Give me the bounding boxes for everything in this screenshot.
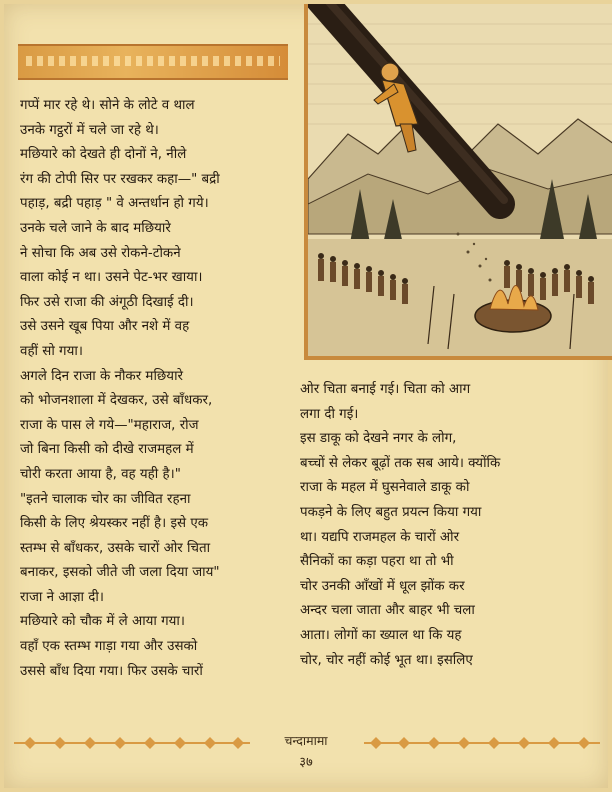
text-line: लगा दी गई। bbox=[300, 406, 359, 422]
text-line: वहीं सो गया। bbox=[20, 343, 83, 359]
text-line: पकड़ने के लिए बहुत प्रयत्न किया गया bbox=[300, 504, 482, 520]
text-line: चोर, चोर नहीं कोई भूत था। इसलिए bbox=[300, 652, 473, 668]
text-line: उसे उसने खूब पिया और नशे में वह bbox=[20, 319, 190, 335]
pyre-scene-drawing bbox=[308, 4, 612, 356]
text-line: बच्चों से लेकर बूढ़ों तक सब आये। क्योंकि bbox=[300, 455, 501, 471]
text-line: चोर उनकी आँखों में धूल झोंक कर bbox=[300, 578, 465, 594]
magazine-page bbox=[4, 4, 608, 788]
text-line: स्तम्भ से बाँधकर, उसके चारों ओर चिता bbox=[20, 540, 211, 556]
text-line: अगले दिन राजा के नौकर मछियारे bbox=[20, 368, 184, 384]
text-line: मछियारे को चौक में ले आया गया। bbox=[20, 614, 185, 630]
text-line: उनके गट्ठरों में चले जा रहे थे। bbox=[20, 122, 159, 138]
left-text-column bbox=[20, 94, 298, 684]
text-line: पहाड़, बद्री पहाड़ " वे अन्तर्धान हो गये। bbox=[20, 196, 209, 212]
text-line: उनके चले जाने के बाद मछियारे bbox=[20, 220, 171, 236]
magazine-title: चन्दामामा bbox=[284, 733, 328, 748]
footer-ornament-right bbox=[364, 734, 600, 752]
text-line: वहाँ एक स्तम्भ गाड़ा गया और उसको bbox=[20, 639, 198, 655]
text-line: मछियारे को देखते ही दोनों ने, नीले bbox=[20, 147, 187, 163]
text-line: आता। लोगों का ख्याल था कि यह bbox=[300, 627, 462, 643]
text-line: ने सोचा कि अब उसे रोकने-टोकने bbox=[20, 245, 181, 261]
text-line: वाला कोई न था। उसने पेट-भर खाया। bbox=[20, 270, 203, 286]
text-line: रंग की टोपी सिर पर रखकर कहा—" बद्री bbox=[20, 171, 220, 187]
text-line: इस डाकू को देखने नगर के लोग, bbox=[300, 431, 457, 447]
text-line: ओर चिता बनाई गई। चिता को आग bbox=[300, 382, 471, 397]
right-text-column bbox=[300, 378, 596, 673]
story-illustration bbox=[304, 4, 612, 360]
text-line: किसी के लिए श्रेयस्कर नहीं है। इसे एक bbox=[20, 516, 209, 532]
text-line: गप्पें मार रहे थे। सोने के लोटे व थाल bbox=[20, 98, 195, 113]
text-line: राजा ने आज्ञा दी। bbox=[20, 589, 104, 605]
text-line: फिर उसे राजा की अंगूठी दिखाई दी। bbox=[20, 294, 194, 310]
text-line: "इतने चालाक चोर का जीवित रहना bbox=[20, 491, 191, 507]
text-line: बनाकर, इसको जीते जी जला दिया जाय" bbox=[20, 565, 220, 581]
text-line: अन्दर चला जाता और बाहर भी चला bbox=[300, 603, 475, 619]
text-line: सैनिकों का कड़ा पहरा था तो भी bbox=[300, 554, 454, 570]
text-line: था। यद्यपि राजमहल के चारों ओर bbox=[300, 529, 460, 545]
text-line: राजा के पास ले गये—"महाराज, रोज bbox=[20, 417, 199, 433]
text-line: को भोजनशाला में देखकर, उसे बाँधकर, bbox=[20, 393, 213, 409]
footer-ornament-left bbox=[14, 734, 250, 752]
text-line: जो बिना किसी को दीखे राजमहल में bbox=[20, 442, 194, 458]
text-line: चोरी करता आया है, वह यही है।" bbox=[20, 466, 181, 482]
page-number: ३७ bbox=[299, 755, 313, 770]
text-line: उससे बाँध दिया गया। फिर उसके चारों bbox=[20, 663, 203, 679]
decorative-header-band bbox=[18, 44, 288, 80]
text-line: राजा के महल में घुसनेवाले डाकू को bbox=[300, 480, 470, 496]
